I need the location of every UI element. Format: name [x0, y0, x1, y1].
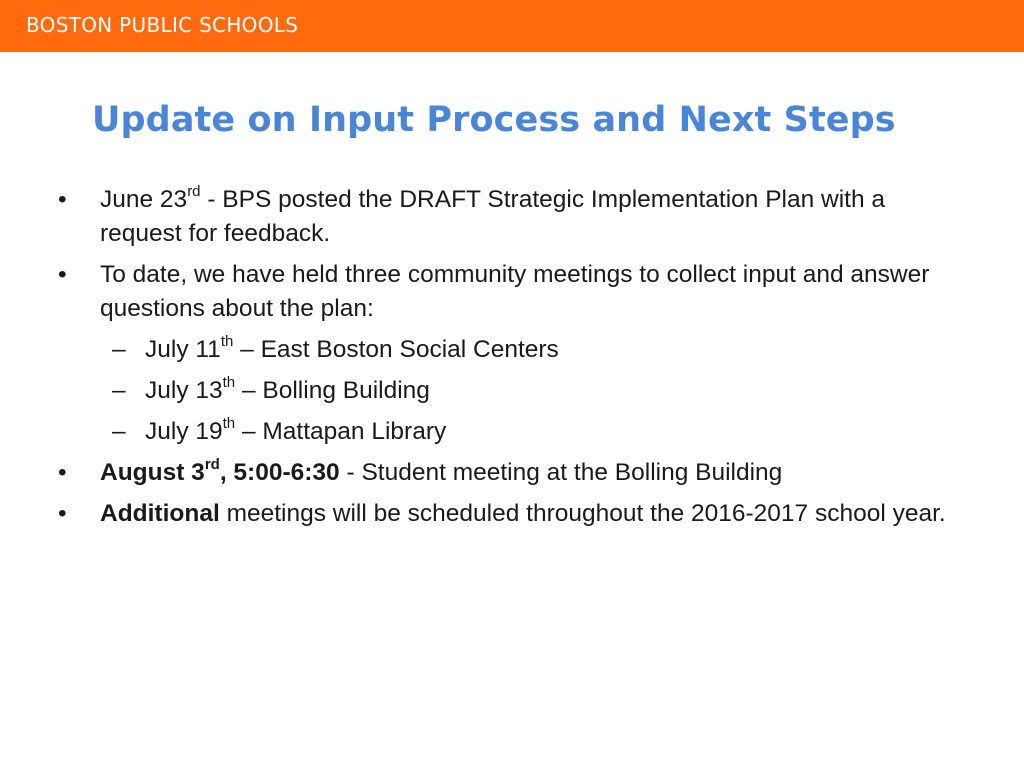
meeting-item-bolling: [0, 374, 1024, 408]
meeting-item-mattapan: [0, 415, 1024, 449]
meeting-date: July 11: [145, 336, 221, 363]
student-meeting-text: - Student meeting at the Bolling Building: [339, 459, 783, 486]
bullet-additional-meetings: [0, 497, 950, 531]
bullet-community-meetings: [0, 258, 950, 326]
meeting-place: – East Boston Social Centers: [233, 336, 559, 363]
additional-text: meetings will be scheduled throughout the 2016-2017 school year.: [219, 500, 946, 527]
header-banner: [0, 0, 1024, 52]
sub-bullet-marker: –: [112, 418, 126, 445]
draft-date-suffix: rd: [187, 182, 201, 200]
org-name: BOSTON PUBLIC SCHOOLS: [26, 13, 299, 37]
meeting-date-suffix: th: [222, 373, 236, 391]
sub-bullet-marker: –: [112, 336, 126, 363]
meeting-date-suffix: th: [220, 332, 234, 350]
meeting-place: – Mattapan Library: [235, 418, 447, 445]
bullet-marker: •: [58, 261, 67, 288]
student-meeting-time: , 5:00-6:30: [219, 459, 340, 486]
draft-text: - BPS posted the DRAFT Strategic Implementation Plan with a request for feedback.: [100, 186, 886, 247]
bullet-student-meeting: [0, 456, 950, 490]
slide-title: Update on Input Process and Next Steps: [92, 100, 896, 140]
student-meeting-date: August 3: [100, 459, 205, 486]
meeting-date: July 19: [145, 418, 223, 445]
additional-label: Additional: [100, 500, 220, 527]
community-meetings-text: To date, we have held three community meetings to collect input and answer questions about the plan:: [100, 261, 930, 322]
bullet-marker: •: [58, 459, 67, 486]
bullet-draft-plan: [0, 183, 950, 251]
meeting-date: July 13: [145, 377, 223, 404]
meeting-item-east-boston: [0, 333, 1024, 367]
student-meeting-date-suffix: rd: [204, 455, 220, 473]
bullet-marker: •: [58, 186, 67, 213]
slide-body: [0, 183, 1024, 538]
sub-bullet-marker: –: [112, 377, 126, 404]
meeting-place: – Bolling Building: [235, 377, 430, 404]
draft-date: June 23: [100, 186, 188, 213]
bullet-marker: •: [58, 500, 67, 527]
meeting-date-suffix: th: [222, 414, 236, 432]
